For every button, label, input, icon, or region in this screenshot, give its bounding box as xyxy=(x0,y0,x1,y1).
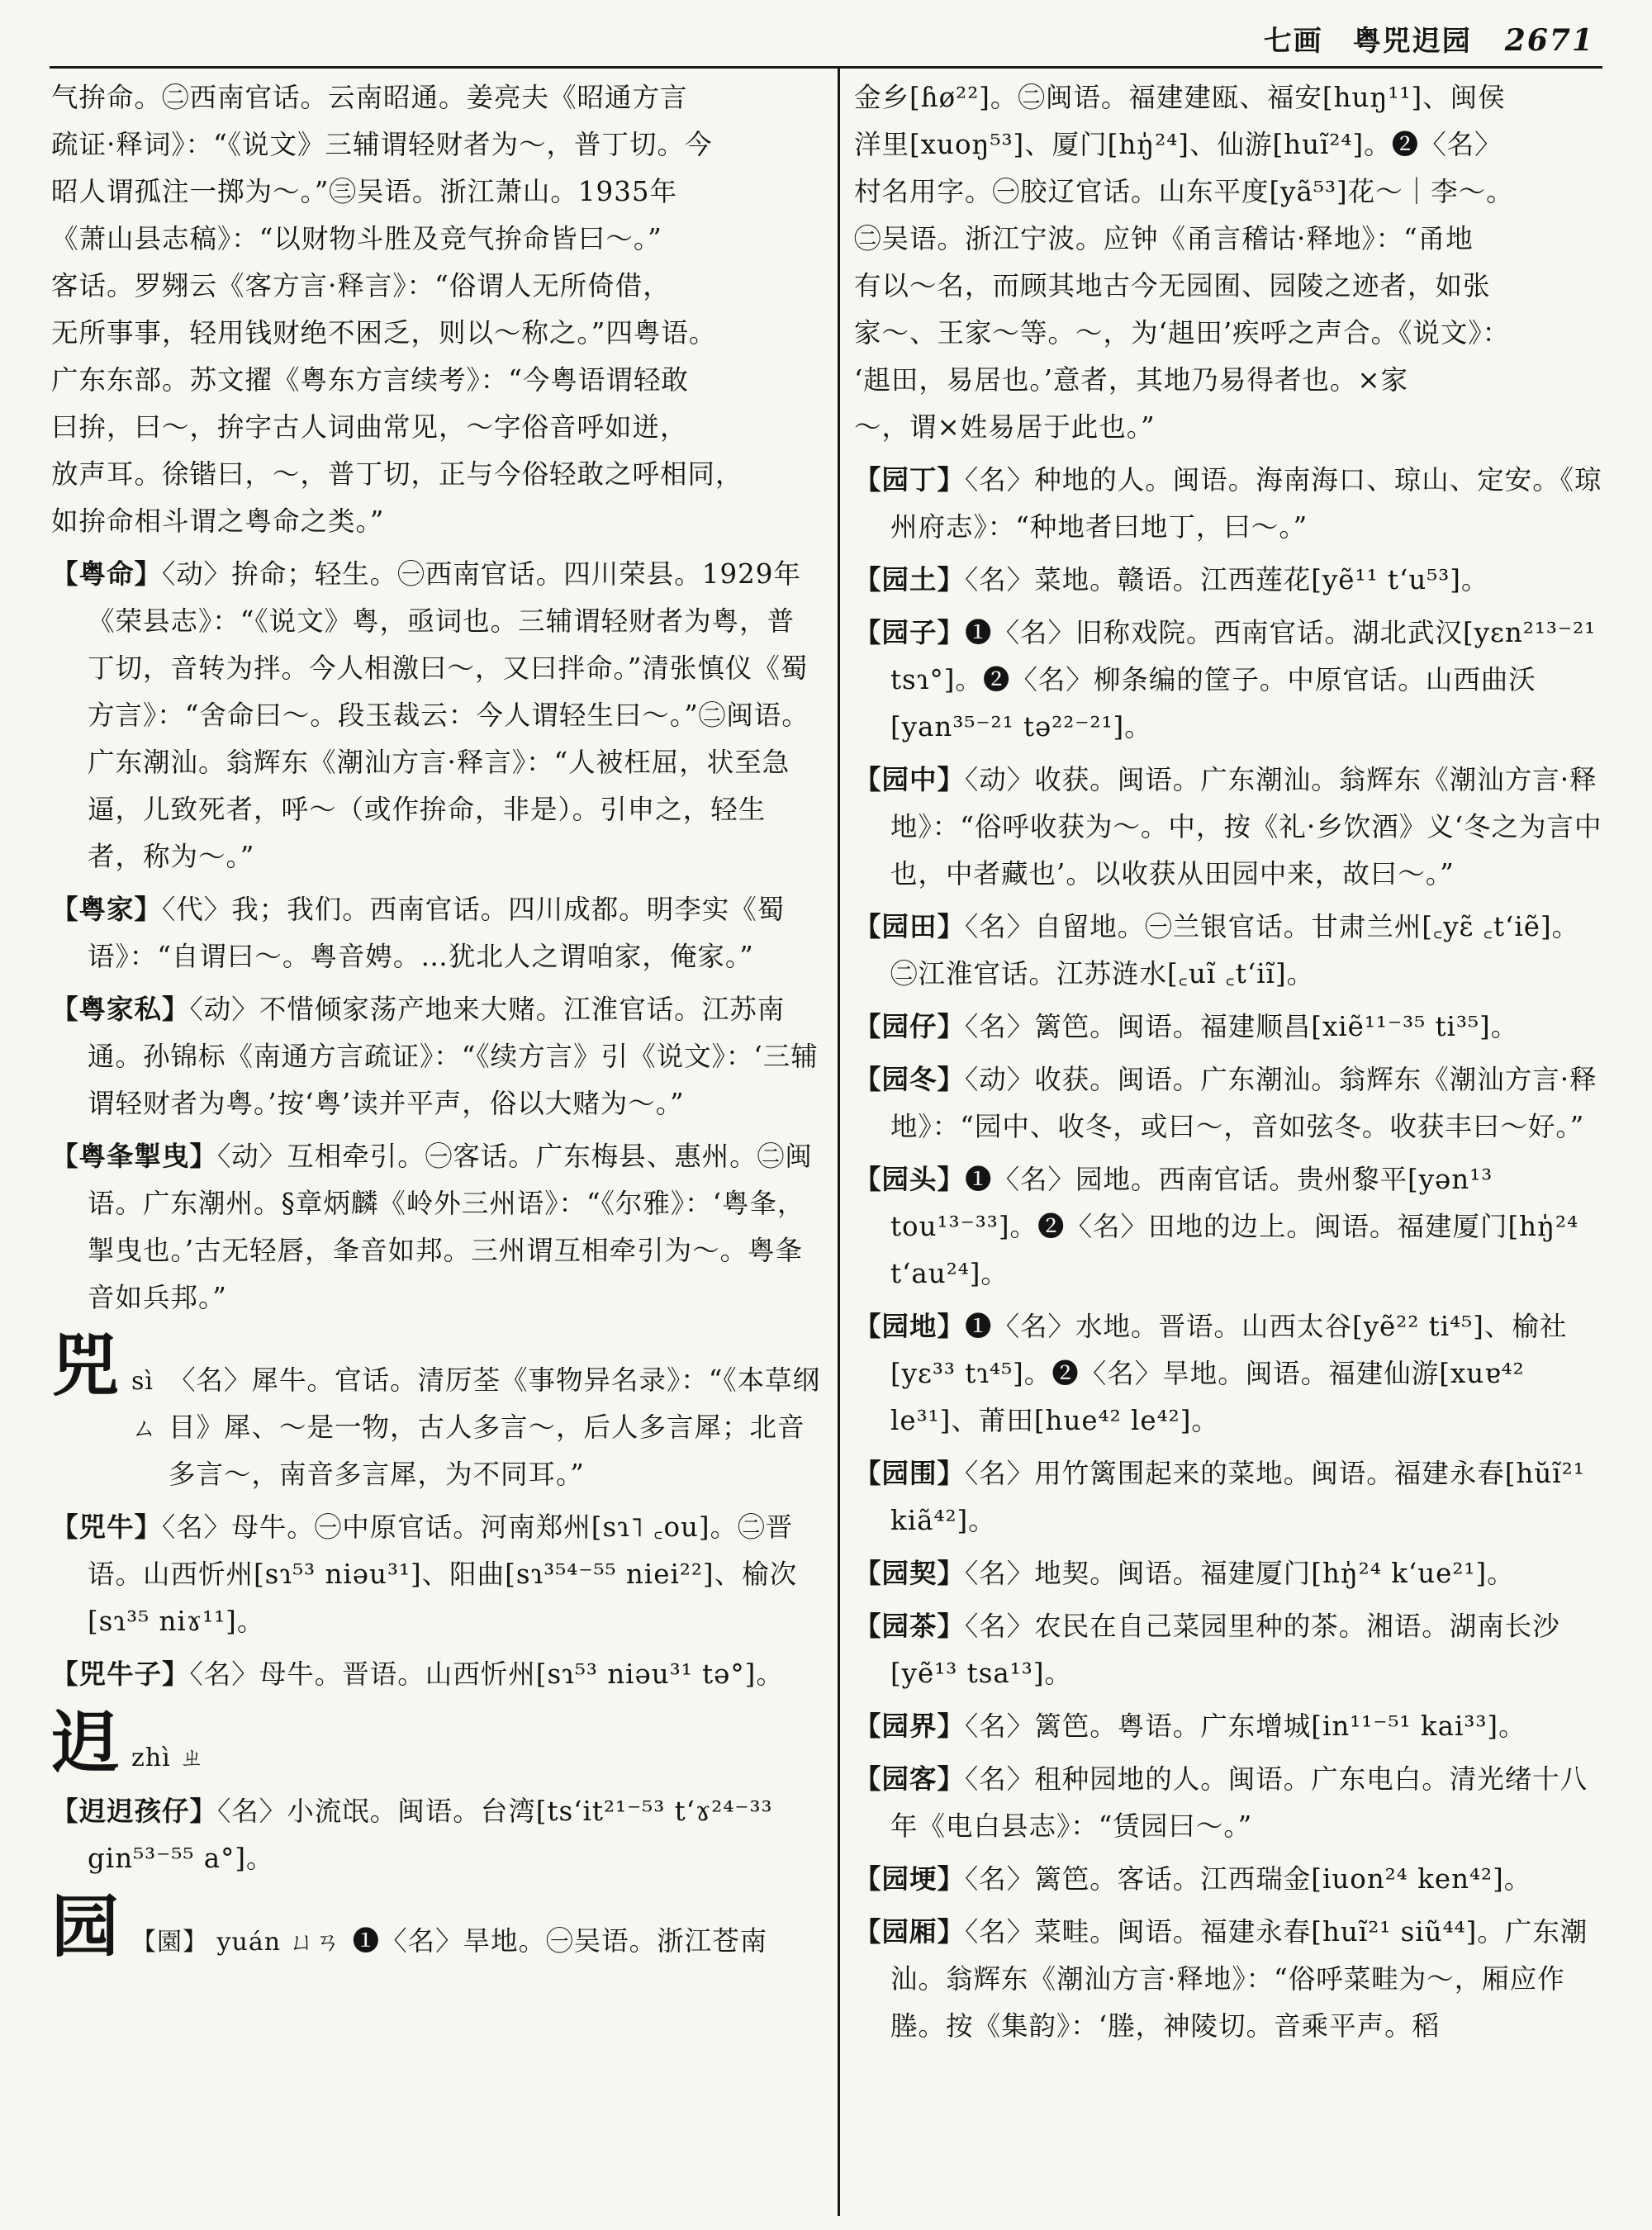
character-pronunciation: zhì ㄓ xyxy=(131,1744,206,1772)
entry-definition: 〈动〉不惜倾家荡产地来大赌。江淮官话。江苏南通。孙锦标《南通方言疏证》：“《续方言》引《说文》：‘三辅谓轻财者为粤。’按‘粤’读并平声，俗以大赌为～。” xyxy=(88,994,819,1119)
head-character: 园 xyxy=(51,1887,121,1967)
continuation-line: 村名用字。㊀胶辽官话。山东平度[yã⁵³]花～｜李～。 xyxy=(854,176,1514,207)
entry-definition: 〈名〉农民在自己菜园里种的茶。湘语。湖南长沙[yẽ¹³ tsa¹³]。 xyxy=(890,1611,1560,1689)
entry-headword: 【园土】 xyxy=(854,563,966,595)
entry-definition: 〈名〉母牛。㊀中原官话。河南郑州[sɿ˥ ꜀ou]。㊁晋语。山西忻州[sɿ⁵³ niəu³¹]、阳曲[sɿ³⁵⁴⁻⁵⁵ niei²²]、榆次[sɿ³⁵ niɤ¹¹]。 xyxy=(88,1511,798,1637)
entry-definition: 〈名〉地契。闽语。福建厦门[hŋ̍²⁴ k‘ue²¹]。 xyxy=(965,1558,1515,1589)
entry-definition: 〈名〉菜地。赣语。江西莲花[yẽ¹¹ t‘u⁵³]。 xyxy=(965,564,1489,595)
header-rule xyxy=(50,66,1602,69)
dictionary-entry xyxy=(854,1302,1606,1445)
page-header xyxy=(1264,18,1594,59)
continuation-line: 放声耳。徐锴曰，～，普丁切，正与今俗轻敢之呼相同， xyxy=(51,458,743,490)
right-column xyxy=(854,74,1606,2222)
dictionary-entry xyxy=(854,1056,1606,1151)
dictionary-entry xyxy=(51,1132,821,1321)
dictionary-entry xyxy=(51,550,821,880)
entry-headword: 【园田】 xyxy=(854,910,966,942)
head-character: 兕 xyxy=(51,1326,121,1406)
entry-definition: ❶〈名〉水地。晋语。山西太谷[yẽ²² ti⁴⁵]、榆社[yɛ³³ tɿ⁴⁵]。❷〈名〉旱地。闽语。福建仙游[xuɐ⁴² le³¹]、莆田[hue⁴² le⁴²]。 xyxy=(890,1311,1568,1436)
continuation-line: 有以～名，而顾其地古今无园囿、园陵之迹者，如张 xyxy=(854,270,1491,301)
left-column xyxy=(51,74,821,2222)
entry-definition: 〈名〉篱笆。客话。江西瑞金[iuon²⁴ ken⁴²]。 xyxy=(965,1863,1532,1895)
continuation-line: 昭人谓孤注一掷为～。”㊂吴语。浙江萧山。1935年 xyxy=(51,176,678,207)
dictionary-entry xyxy=(854,1602,1606,1697)
dictionary-entry xyxy=(854,1908,1606,2050)
entry-headword: 【园客】 xyxy=(854,1763,966,1795)
dictionary-entry xyxy=(51,885,821,980)
entry-definition: 〈名〉种地的人。闽语。海南海口、琼山、定安。《琼州府志》：“种地者曰地丁，曰～。” xyxy=(890,464,1602,543)
head-character: 迌 xyxy=(51,1703,121,1782)
continuation-line: 洋里[xuoŋ⁵³]、厦门[hŋ̍²⁴]、仙游[huĩ²⁴]。❷〈名〉 xyxy=(854,129,1502,160)
dictionary-entry xyxy=(854,1755,1606,1850)
entry-headword: 【粤家私】 xyxy=(51,993,190,1025)
entry-headword: 【粤命】 xyxy=(51,558,163,590)
entry-headword: 【园厢】 xyxy=(854,1915,966,1948)
entry-definition: 〈动〉收获。闽语。广东潮汕。翁辉东《潮汕方言·释地》：“俗呼收获为～。中，按《礼·乡饮酒》义‘冬之为言中也，中者藏也’。以收获从田园中来，故曰～。” xyxy=(890,764,1602,890)
dictionary-entry xyxy=(854,1450,1606,1544)
entry-definition: ❶〈名〉旧称戏院。西南官话。湖北武汉[yɛn²¹³⁻²¹ tsɿ°]。❷〈名〉柳条编的筐子。中原官话。山西曲沃[yan³⁵⁻²¹ tə²²⁻²¹]。 xyxy=(890,617,1597,743)
continuation-line: 广东东部。苏文擢《粤东方言续考》：“今粤语谓轻敢 xyxy=(51,364,689,396)
dictionary-entry xyxy=(854,556,1606,604)
continuation-line: ～，谓×姓易居于此也。” xyxy=(854,411,1156,443)
entry-definition: 〈名〉篱笆。粤语。广东增城[in¹¹⁻⁵¹ kai³³]。 xyxy=(965,1710,1526,1742)
dictionary-entry xyxy=(854,1855,1606,1903)
entry-headword: 【园茶】 xyxy=(854,1610,966,1642)
continuation-line: 疏证·释词》：“《说文》三辅谓轻财者为～，普丁切。今 xyxy=(51,129,713,160)
entry-headword: 【园界】 xyxy=(854,1710,966,1742)
continuation-line: 曰拚，曰～，拚字古人词曲常见，～字俗音呼如迸， xyxy=(51,411,688,443)
continuation-line: 无所事事，轻用钱财绝不困乏，则以～称之。”四粤语。 xyxy=(51,317,717,349)
column-divider xyxy=(838,69,840,2216)
entry-definition: 〈名〉篱笆。闽语。福建顺昌[xiẽ¹¹⁻³⁵ ti³⁵]。 xyxy=(965,1011,1519,1042)
dictionary-entry xyxy=(854,1549,1606,1597)
continuation-line: 客话。罗翙云《客方言·释言》：“俗谓人无所倚借， xyxy=(51,270,671,301)
character-definition: 〈名〉犀牛。官话。清厉荃《事物异名录》：“《本草纲目》犀、～是一物，古人多言～，后人多言犀；北音多言～，南音多言犀，为不同耳。” xyxy=(169,1364,821,1490)
entry-definition: 〈名〉菜畦。闽语。福建永春[huĩ²¹ siũ⁴⁴]。广东潮汕。翁辉东《潮汕方言·释地》：“俗呼菜畦为～，厢应作塍。按《集韵》：‘塍，神陵切。音乘平声。稻 xyxy=(890,1916,1588,2042)
dictionary-entry xyxy=(854,1702,1606,1750)
character-pronunciation: 【園】 yuán ㄩㄢ xyxy=(131,1928,341,1957)
dictionary-entry xyxy=(854,1155,1606,1298)
dictionary-entry xyxy=(854,456,1606,551)
entry-headword: 【迌迌孩仔】 xyxy=(51,1795,218,1827)
entry-headword: 【园头】 xyxy=(854,1163,966,1195)
dictionary-entry xyxy=(51,985,821,1127)
page-number: 2671 xyxy=(1504,23,1594,58)
dictionary-entry xyxy=(51,1787,821,1882)
character-entry xyxy=(51,1326,821,1498)
entry-headword: 【园地】 xyxy=(854,1310,966,1342)
entry-headword: 【粤家】 xyxy=(51,893,163,925)
character-definition: ❶〈名〉旱地。㊀吴语。浙江苍南 xyxy=(352,1925,768,1957)
entry-definition: ❶〈名〉园地。西南官话。贵州黎平[yən¹³ tou¹³⁻³³]。❷〈名〉田地的边上。闽语。福建厦门[hŋ̍²⁴ t‘au²⁴]。 xyxy=(890,1164,1579,1289)
dictionary-entry xyxy=(854,756,1606,898)
character-entry xyxy=(51,1887,821,1967)
continuation-line: 金乡[ɦø²²]。㊁闽语。福建建瓯、福安[huŋ¹¹]、闽侯 xyxy=(854,82,1506,113)
entry-headword: 【园围】 xyxy=(854,1457,966,1489)
continuation-line: 如拚命相斗谓之粤命之类。” xyxy=(51,505,385,537)
entry-definition: 〈名〉租种园地的人。闽语。广东电白。清光绪十八年《电白县志》：“赁园曰～。” xyxy=(890,1763,1588,1842)
entry-definition: 〈名〉自留地。㊀兰银官话。甘肃兰州[꜀yɛ̃ ꜀t‘iẽ]。㊁江淮官话。江苏涟水[꜀uĩ ꜀t‘iĩ]。 xyxy=(890,911,1580,989)
character-pronunciation: sì ㄙ xyxy=(131,1367,158,1443)
entry-headword: 【园冬】 xyxy=(854,1063,966,1095)
character-entry xyxy=(51,1703,821,1782)
dictionary-entry xyxy=(854,1003,1606,1051)
dictionary-entry xyxy=(854,903,1606,998)
entry-definition: 〈动〉拚命；轻生。㊀西南官话。四川荣县。1929年《荣县志》：“《说文》粤，亟词也。三辅谓轻财者为粤，普丁切，音转为拌。今人相激曰～，又曰拌命。”清张慎仪《蜀方言》：“舍命曰～。段玉裁云：今人谓轻生曰～。”㊁闽语。广东潮汕。翁辉东《潮汕方言·释言》：“人被枉屈，状至急逼，儿致死者，呼～（或作拚命，非是）。引申之，轻生者，称为～。” xyxy=(88,558,809,872)
entry-definition: 〈动〉互相牵引。㊀客话。广东梅县、惠州。㊁闽语。广东潮州。§章炳麟《岭外三州语》：“《尔雅》：‘粤夆，掣曳也。’古无轻唇，夆音如邦。三州谓互相牵引为～。粤夆音如兵邦。” xyxy=(88,1141,813,1313)
entry-definition: 〈名〉母牛。晋语。山西忻州[sɿ⁵³ niəu³¹ tə°]。 xyxy=(189,1658,784,1690)
entry-headword: 【园埂】 xyxy=(854,1862,966,1895)
continuation-line: 《萧山县志稿》：“以财物斗胜及竞气拚命皆曰～。” xyxy=(51,223,662,254)
continuation-line: 家～、王家～等。～，为‘趄田’疾呼之声合。《说文》： xyxy=(854,317,1511,349)
entry-headword: 【园仔】 xyxy=(854,1010,966,1042)
section-title: 七画 粤兕迌园 xyxy=(1263,25,1472,58)
entry-headword: 【园丁】 xyxy=(854,463,966,496)
entry-headword: 【园中】 xyxy=(854,763,966,795)
continuation-line: ‘趄田，易居也。’意者，其地乃易得者也。×家 xyxy=(854,364,1409,396)
entry-headword: 【兕牛子】 xyxy=(51,1658,190,1690)
entry-definition: 〈名〉用竹篱围起来的菜地。闽语。福建永春[hŭĩ²¹ kiã⁴²]。 xyxy=(890,1458,1585,1536)
entry-headword: 【园契】 xyxy=(854,1557,966,1589)
continuation-line: 气拚命。㊁西南官话。云南昭通。姜亮夫《昭通方言 xyxy=(51,82,688,113)
entry-headword: 【园子】 xyxy=(854,616,966,648)
continuation-line: ㊁吴语。浙江宁波。应钟《甬言稽诂·释地》：“甬地 xyxy=(854,223,1474,254)
entry-definition: 〈动〉收获。闽语。广东潮汕。翁辉东《潮汕方言·释地》：“园中、收冬，或曰～，音如弦冬。收获丰曰～好。” xyxy=(890,1064,1597,1142)
entry-definition: 〈代〉我；我们。西南官话。四川成都。明李实《蜀语》：“自谓曰～。粤音娉。…犹北人之谓咱家，俺家。” xyxy=(88,894,786,972)
dictionary-entry xyxy=(51,1503,821,1645)
entry-headword: 【兕牛】 xyxy=(51,1511,163,1543)
entry-definition: 〈名〉小流氓。闽语。台湾[ts‘it²¹⁻⁵³ t‘ɤ²⁴⁻³³ gin⁵³⁻⁵⁵ a°]。 xyxy=(88,1796,773,1874)
dictionary-entry xyxy=(854,609,1606,751)
dictionary-entry xyxy=(51,1650,821,1698)
entry-headword: 【粤夆掣曳】 xyxy=(51,1140,218,1172)
